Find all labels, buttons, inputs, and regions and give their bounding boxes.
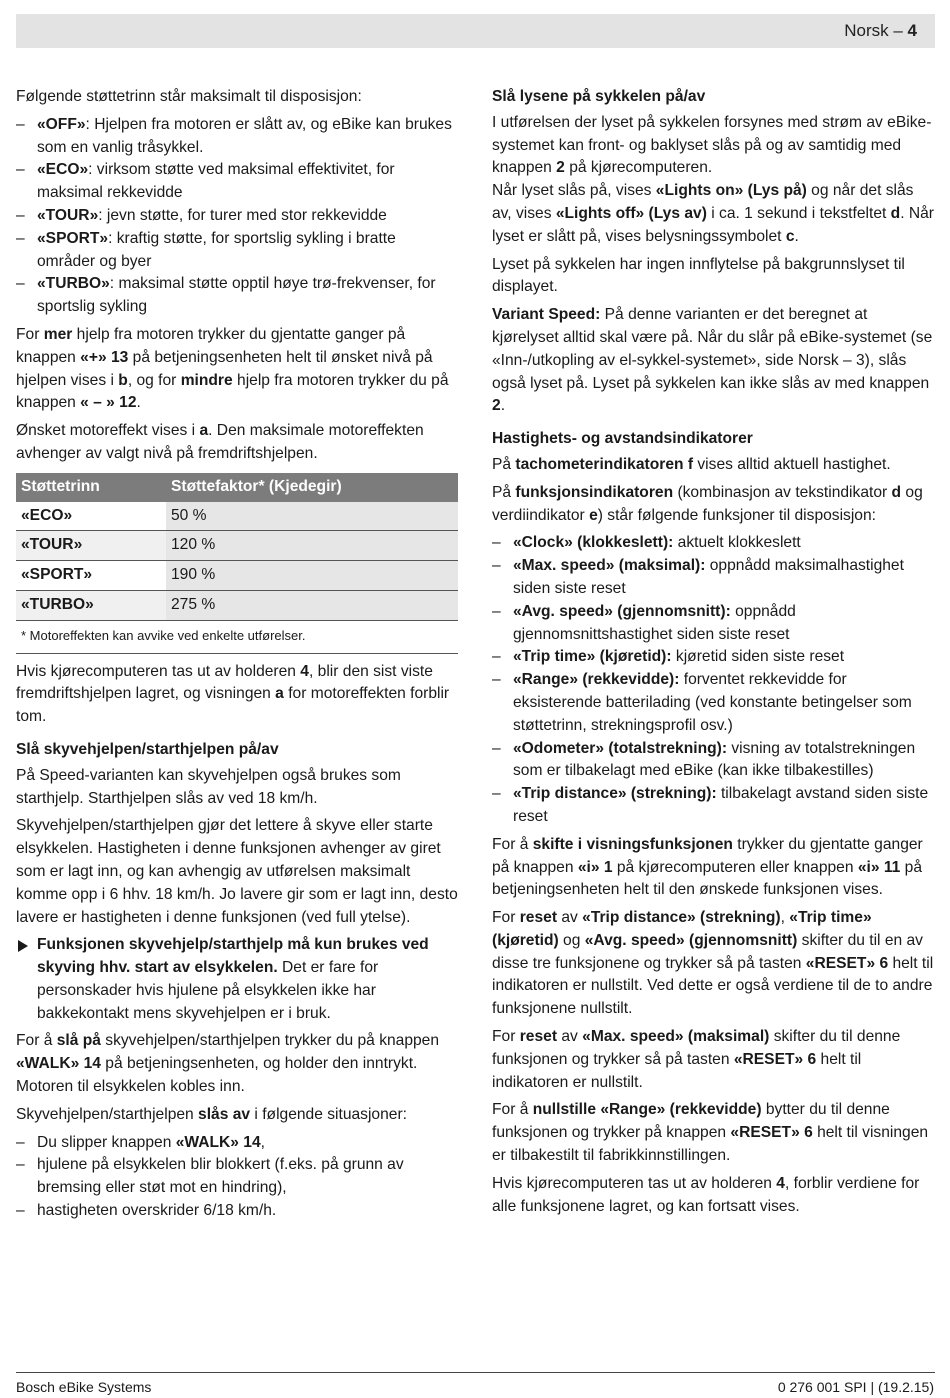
bold-text: d [891, 483, 902, 501]
bold-text: mindre [180, 371, 233, 389]
text: For [492, 909, 520, 927]
text: av [557, 1028, 583, 1046]
list-item [492, 783, 934, 829]
holder-paragraph [16, 661, 458, 729]
text: helt til visningen er tilbakestilt til fabrikkinnstillingen. [492, 1124, 929, 1165]
paragraph: Skyvehjelpen/starthjelpen gjør det lettere å skyve eller starte elsykkelen. Hastigheten i denne funksjonen avhenger av giret som er lagt inn, og kan avhengig av utførelsen maksimalt komme opp i 6 hhv. 18 km/h. Jo lavere gir som er lagt inn, desto lavere er hastigheten i denne funksjonen (ved full ytelse). [16, 817, 458, 926]
function-text: aktuelt klokkeslett [673, 534, 801, 552]
text: . [794, 227, 799, 245]
function-list [492, 532, 934, 828]
level-text: : Hjelpen fra motoren er slått av, og eBike kan brukes som en vanlig tråsykkel. [37, 115, 452, 156]
level-key: «TOUR» [37, 206, 99, 224]
bold-text: e [589, 506, 598, 524]
safety-warning [16, 934, 458, 1025]
switch-on-paragraph [16, 1030, 458, 1098]
table-cell: 120 % [166, 531, 458, 561]
bold-text: «RESET» 6 [733, 1050, 817, 1068]
more-less-paragraph [16, 324, 458, 415]
header-separator: – [888, 21, 908, 40]
bold-text: a [275, 685, 284, 703]
bold-text: c [785, 227, 795, 245]
list-item [492, 601, 934, 647]
footer-doc-id: 0 276 001 SPI | (19.2.15) [777, 1379, 934, 1395]
text: på betjeningsenheten helt til den ønskede funksjonen vises. [492, 858, 923, 899]
text: på betjeningsenheten, og holder den inntrykt. Motoren til elsykkelen kobles inn. [16, 1055, 418, 1096]
paragraph: På Speed-varianten kan skyvehjelpen også brukes som starthjelp. Starthjelpen slås av ved 18 km/h. [16, 766, 401, 807]
text: hastigheten overskrider 6/18 km/h. [37, 1202, 277, 1220]
table-cell: «TURBO» [16, 590, 166, 620]
bold-text: nullstille «Range» (rekkevidde) [532, 1101, 762, 1119]
list-item [16, 114, 458, 160]
bold-text: reset [519, 909, 558, 927]
switch-function-paragraph [492, 834, 934, 902]
text: På denne varianten er det beregnet at kjørelyset alltid skal være på. Når du slår på eBike-systemet (se «Inn-/utkopling av el-sykkel-systemet», side Norsk – 3), slås også lyset på. Lyset på sykkelen kan ikke slås av med knappen [492, 306, 933, 392]
table-row [16, 531, 458, 561]
text: skyvehjelpen/starthjelpen trykker du på knappen [100, 1032, 440, 1050]
text: . Den maksimale motoreffekten avhenger av valgt nivå på fremdriftshjelpen. [16, 422, 424, 462]
support-level-list [16, 114, 458, 319]
text: I utførelsen der lyset på sykkelen forsynes med strøm av eBike-systemet kan front- og baklyset slås på og av samtidig med knappen [492, 113, 932, 177]
table-row [16, 502, 458, 531]
bold-text: «i» 11 [857, 858, 901, 876]
bold-text: Variant Speed: [492, 306, 601, 324]
text: På [492, 455, 516, 473]
text: og når det slås av, vises [492, 182, 914, 222]
reset-paragraph-2 [492, 1026, 934, 1094]
table-row [16, 561, 458, 591]
function-text: oppnådd maksimalhastighet siden siste reset [513, 557, 904, 597]
function-text: oppnådd gjennomsnittshastighet siden siste reset [513, 602, 796, 643]
function-text: forventet rekkevidde for eksisterende batterilading (ved konstante betingelser som støttetrinn, strekningsprofil osv.) [513, 671, 912, 734]
header-language: Norsk [844, 21, 889, 40]
level-text: : kraftig støtte, for sportslig sykling i bratte områder og byer [37, 229, 396, 270]
list-item [16, 1154, 458, 1200]
level-key: «OFF» [37, 115, 86, 133]
table-cell: 275 % [166, 590, 458, 620]
function-display-paragraph [492, 482, 934, 528]
table-footnote: * Motoreffekten kan avvike ved enkelte utførelser. [16, 621, 458, 654]
bold-text: «RESET» 6 [730, 1124, 813, 1142]
text: på kjørecomputeren eller knappen [612, 858, 858, 876]
reset-paragraph-3 [492, 1099, 934, 1167]
text: trykker du gjentatte ganger på knappen [492, 835, 923, 876]
switch-off-list [16, 1132, 458, 1223]
text: for motoreffekten forblir tom. [16, 685, 450, 726]
section-heading: Slå lysene på sykkelen på/av [492, 88, 706, 105]
function-key: «Trip distance» (strekning): [513, 785, 717, 803]
text: vises alltid aktuell hastighet. [693, 455, 891, 473]
text: på kjørecomputeren. [564, 159, 713, 177]
text: på betjeningsenheten helt til ønsket nivå på hjelpen vises i [16, 348, 433, 389]
text: Skyvehjelpen/starthjelpen [16, 1105, 199, 1123]
left-column [16, 86, 458, 1228]
text: , forblir verdiene for alle funksjonene lagret, og kan fortsatt vises. [492, 1174, 920, 1215]
bold-text: «RESET» 6 [805, 954, 889, 972]
text: helt til indikatoren er nullstilt. Ved dette er også verdiene til de to andre funksjonene nullstilt. [492, 954, 934, 1018]
text: For å [492, 1101, 533, 1119]
bold-text: «+» 13 [80, 348, 129, 366]
text: For å [16, 1032, 57, 1050]
function-key: «Trip time» (kjøretid): [513, 648, 672, 666]
text: ) står følgende funksjoner til disposisjon: [597, 506, 876, 524]
bold-text: «Avg. speed» (gjennomsnitt) [584, 931, 798, 949]
text: av [557, 909, 583, 927]
bold-text: d [890, 204, 901, 222]
right-column [492, 86, 934, 1223]
warning-bold-text: Funksjonen skyvehjelp/starthjelp må kun brukes ved skyving hhv. start av elsykkelen. [37, 936, 429, 977]
column-header: Støttefaktor* (Kjedegir) [166, 473, 458, 502]
bold-text: «Lights off» (Lys av) [555, 204, 707, 222]
bold-text: «Trip distance» (strekning) [582, 909, 781, 927]
tacho-paragraph [492, 454, 934, 477]
bold-text: 4 [776, 1174, 785, 1192]
motor-power-paragraph [16, 420, 458, 466]
footer-divider [16, 1372, 935, 1373]
list-item [492, 669, 934, 737]
bold-text: reset [519, 1028, 558, 1046]
bold-text: «WALK» 14 [175, 1133, 261, 1151]
text: , [260, 1133, 265, 1151]
bold-text: «WALK» 14 [16, 1055, 101, 1073]
bold-text: 2 [492, 397, 501, 415]
bold-text: tachometerindikatoren f [515, 455, 694, 473]
bold-text: « – » 12 [80, 394, 137, 412]
holder-paragraph [492, 1173, 934, 1219]
level-key: «TURBO» [37, 275, 110, 293]
text: i følgende situasjoner: [250, 1105, 407, 1123]
lights-paragraph-1 [492, 112, 934, 180]
text: Du slipper knappen [37, 1133, 176, 1151]
section-heading: Hastighets- og avstandsindikatorer [492, 430, 753, 448]
list-item [16, 273, 458, 319]
bold-text: b [118, 371, 128, 389]
page-label [844, 21, 917, 41]
level-key: «SPORT» [37, 229, 109, 247]
text: og verdiindikator [492, 483, 923, 524]
text: og [558, 931, 585, 949]
table-cell: «TOUR» [16, 531, 166, 561]
text: . Når lyset er slått på, vises belysningssymbolet [492, 204, 934, 245]
text: Ønsket motoreffekt vises i [16, 422, 200, 440]
function-key: «Max. speed» (maksimal): [513, 557, 706, 575]
level-text: : jevn støtte, for turer med stor rekkevidde [98, 206, 387, 224]
page-number: 4 [907, 21, 917, 40]
bold-text: «i» 1 [577, 858, 613, 876]
triangle-bullet-icon [18, 940, 28, 952]
levels-intro: Følgende støttetrinn står maksimalt til disposisjon: [16, 88, 362, 105]
bold-text: «Lights on» (Lys på) [655, 182, 807, 200]
text: Hvis kjørecomputeren tas ut av holderen [16, 662, 301, 680]
list-item [16, 228, 458, 274]
support-factor-table [16, 473, 458, 621]
bold-text: mer [43, 325, 73, 343]
text: bytter du til denne funksjonen og trykker på knappen [492, 1101, 890, 1142]
text: For [16, 325, 44, 343]
text: , blir den sist viste fremdriftshjelpen lagret, og visningen [16, 662, 433, 703]
bold-text: slås av [198, 1105, 251, 1123]
bold-text: a [199, 422, 209, 440]
text: helt til indikatoren er nullstilt. [492, 1050, 862, 1091]
footer-publisher: Bosch eBike Systems [16, 1379, 152, 1395]
function-key: «Avg. speed» (gjennomsnitt): [513, 602, 731, 620]
function-key: «Odometer» (totalstrekning): [513, 739, 728, 757]
switch-off-paragraph [16, 1104, 458, 1127]
bold-text: «Max. speed» (maksimal) [582, 1028, 770, 1046]
text: På [492, 483, 516, 501]
bold-text: «Trip time» (kjøretid) [492, 909, 872, 949]
reset-paragraph-1 [492, 907, 934, 1021]
function-text: kjøretid siden siste reset [671, 648, 845, 666]
table-cell: «ECO» [16, 502, 166, 531]
text: . [136, 394, 141, 412]
level-text: : virksom støtte ved maksimal effektivitet, for maksimal rekkevidde [37, 161, 395, 202]
column-header: Støttetrinn [16, 473, 166, 502]
text: , [780, 909, 790, 927]
list-item [16, 159, 458, 205]
text: skifter du til denne funksjonen og trykker så på tasten [492, 1028, 901, 1068]
table-cell: «SPORT» [16, 561, 166, 591]
text: hjelp fra motoren trykker du på knappen [16, 371, 449, 412]
list-item [16, 1132, 458, 1155]
text: (kombinasjon av tekstindikator [673, 483, 892, 501]
list-item [492, 532, 934, 555]
function-text: visning av totalstrekningen som er tilbakelagt med eBike (kan ikke tilbakestilles) [513, 739, 916, 780]
text: . [500, 397, 506, 415]
text: For å [492, 835, 533, 853]
function-text: tilbakelagt avstand siden siste reset [513, 785, 929, 825]
bold-text: skifte i visningsfunksjonen [532, 835, 733, 853]
page-header [16, 14, 935, 48]
table-cell: 50 % [166, 502, 458, 531]
bold-text: 2 [556, 159, 565, 177]
text: , og for [127, 371, 181, 389]
variant-speed-paragraph [492, 304, 934, 418]
text: hjulene på elsykkelen blir blokkert (f.eks. på grunn av bremsing eller støt mot en hindring), [37, 1156, 404, 1197]
list-item [16, 1200, 458, 1223]
paragraph: Lyset på sykkelen har ingen innflytelse på bakgrunnslyset til displayet. [492, 255, 905, 296]
function-key: «Clock» (klokkeslett): [513, 534, 674, 552]
text: Hvis kjørecomputeren tas ut av holderen [492, 1174, 777, 1192]
table-cell: 190 % [166, 561, 458, 591]
text: Når lyset slås på, vises [492, 182, 656, 200]
bold-text: slå på [56, 1032, 101, 1050]
text: i ca. 1 sekund i tekstfeltet [706, 204, 891, 222]
text: For [492, 1028, 520, 1046]
level-text: : maksimal støtte opptil høye trø-frekvenser, for sportslig sykling [37, 275, 436, 316]
lights-paragraph-2 [492, 180, 934, 248]
list-item [16, 205, 458, 228]
text: skifter du til en av disse tre funksjonene og trykker så på tasten [492, 931, 923, 972]
list-item [492, 738, 934, 784]
bold-text: funksjonsindikatoren [515, 483, 674, 501]
list-item [492, 555, 934, 601]
function-key: «Range» (rekkevidde): [513, 671, 680, 689]
table-header-row [16, 473, 458, 502]
warning-text: Det er fare for personskader hvis hjulene på elsykkelen ikke har bakkekontakt mens skyvehjelpen er i bruk. [37, 959, 379, 1022]
section-heading: Slå skyvehjelpen/starthjelpen på/av [16, 740, 279, 758]
level-key: «ECO» [37, 161, 89, 179]
table-row [16, 590, 458, 620]
text: hjelp fra motoren trykker du gjentatte ganger på knappen [16, 325, 406, 366]
bold-text: 4 [300, 662, 309, 680]
list-item [492, 646, 934, 669]
